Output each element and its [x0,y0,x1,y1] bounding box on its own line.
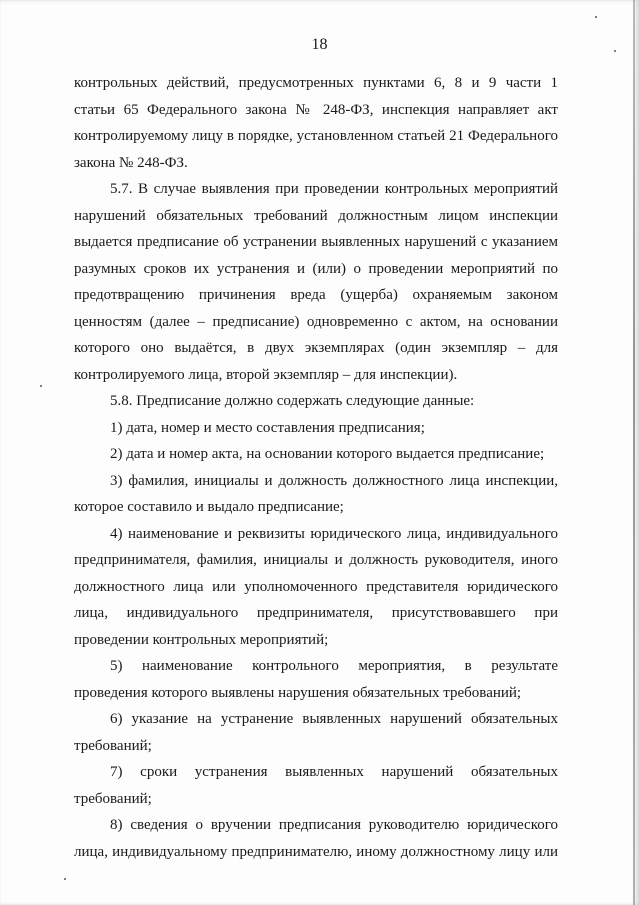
text-line: 5) наименование контрольного мероприятия, в результате [110,658,558,674]
text-line: предпринимателя, фамилия, инициалы и должность руководителя, иного [74,552,558,568]
text-line: статьи 65 Федерального закона № 248-ФЗ, инспекция направляет акт [74,101,558,118]
text-line: проведения которого выявлены нарушения обязательных требований; [74,684,522,701]
text-line: контролируемому лицу в порядке, установленном статьей 21 Федерального [74,128,558,144]
text-line: требований; [74,737,152,754]
text-line: контрольных действий, предусмотренных пунктами 6, 8 и 9 части 1 [74,75,558,91]
paragraph-p58 [74,388,558,415]
text-line: выдается предписание об устранении выявленных нарушений с указанием [74,234,558,250]
scan-speck [595,16,597,18]
paragraph-i8 [74,812,558,865]
text-line: 4) наименование и реквизиты юридического лица, индивидуального [110,525,558,542]
text-line: лица, индивидуальному предпринимателю, иному должностному лицу или [74,843,558,860]
page-number: 18 [311,36,328,53]
paragraph-i7 [74,759,558,812]
text-line: закона № 248-ФЗ. [74,154,188,171]
paragraph-cont [74,70,558,176]
text-line: нарушений обязательных требований должностным лицом инспекции [74,207,558,224]
text-line: проведении контрольных мероприятий; [74,631,329,648]
text-line: предотвращению причинения вреда (ущерба) охраняемым законом [74,287,558,303]
text-line: разумных сроков их устранения и (или) о проведении мероприятий по [74,260,558,277]
text-line: контролируемого лица, второй экземпляр – для инспекции). [74,366,458,383]
paragraph-i2 [74,441,558,468]
text-line: требований; [74,790,152,807]
text-line: 5.7. В случае выявления при проведении контрольных мероприятий [110,181,558,197]
text-line: 5.8. Предписание должно содержать следующие данные: [110,393,475,409]
page-edge-shadow [633,0,635,905]
text-line: 7) сроки устранения выявленных нарушений обязательных [110,764,558,780]
document-body [74,70,558,865]
scan-speck [40,385,42,387]
paragraph-p57 [74,176,558,388]
paragraph-i3 [74,468,558,521]
text-line: 3) фамилия, инициалы и должность должностного лица инспекции, [110,472,558,489]
scan-speck [64,878,66,880]
paragraph-i5 [74,653,558,706]
text-line: должностного лица или уполномоченного представителя юридического [74,578,558,595]
paragraph-i6 [74,706,558,759]
text-line: лица, индивидуального предпринимателя, присутствовавшего при [74,605,558,621]
text-line: ценностям (далее – предписание) одновременно с актом, на основании [74,313,558,330]
text-line: которого оно выдаётся, в двух экземплярах (один экземпляр – для [74,340,558,356]
text-line: 6) указание на устранение выявленных нарушений обязательных [110,711,558,727]
text-line: которое составило и выдало предписание; [74,499,344,515]
paragraph-i1 [74,415,558,442]
text-line: 1) дата, номер и место составления предписания; [110,419,425,436]
text-line: 8) сведения о вручении предписания руководителю юридического [110,817,558,833]
text-line: 2) дата и номер акта, на основании которого выдается предписание; [110,446,545,462]
paragraph-i4 [74,521,558,654]
